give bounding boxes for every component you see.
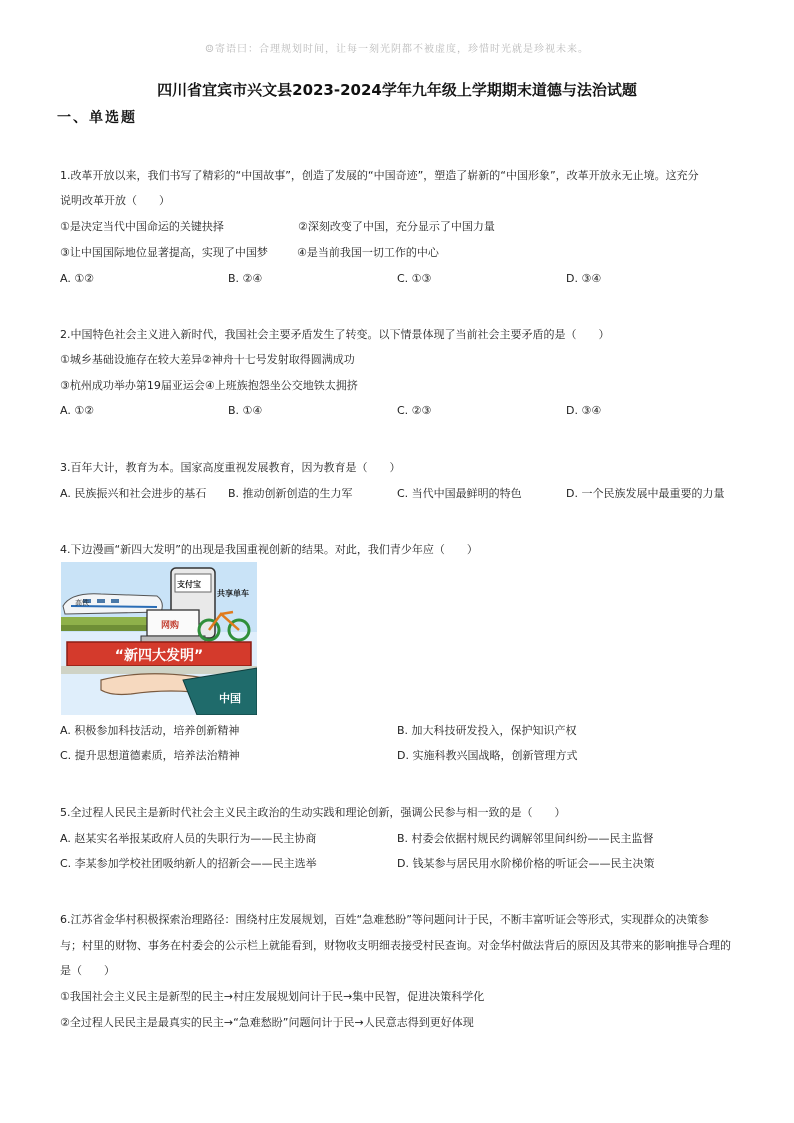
option-c[interactable]: C. ②③ [397,404,432,417]
section-heading: 一、单选题 [57,110,137,126]
option-a[interactable]: A. 积极参加科技活动，培养创新精神 [60,724,240,737]
statement: ③杭州成功举办第19届亚运会④上班族抱怨坐公交地铁太拥挤 [60,379,358,392]
option-a[interactable]: A. ①② [60,404,95,417]
question-stem-line: 3.百年大计，教育为本。国家高度重视发展教育，因为教育是（ ） [60,461,401,474]
statement: ②全过程人民民主是最真实的民主→“急难愁盼”问题问计于民→人民意志得到更好体现 [60,1016,474,1029]
option-d[interactable]: D. 一个民族发展中最重要的力量 [566,487,725,500]
option-d[interactable]: D. ③④ [566,404,602,417]
option-d[interactable]: D. 钱某参与居民用水阶梯价格的听证会——民主决策 [397,857,655,870]
comic-illustration [61,562,257,715]
label-banner: “新四大发明” [114,648,204,664]
option-b[interactable]: B. 村委会依据村规民约调解邻里间纠纷——民主监督 [397,832,654,845]
option-a[interactable]: A. 赵某实名举报某政府人员的失职行为——民主协商 [60,832,317,845]
option-c[interactable]: C. 提升思想道德素质，培养法治精神 [60,749,240,762]
label-bike: 共享单车 [217,589,249,598]
option-b[interactable]: B. ②④ [228,272,263,285]
question-stem-line: 6.江苏省金华村积极探索治理路径：围绕村庄发展规划，百姓“急难愁盼”等问题问计于民，不断丰富听证会等形式，实现群众的决策参 [60,913,709,926]
option-c[interactable]: C. 当代中国最鲜明的特色 [397,487,522,500]
statement: ④是当前我国一切工作的中心 [297,246,439,259]
label-sleeve: 中国 [219,692,241,705]
page-title: 四川省宜宾市兴文县2023-2024学年九年级上学期期末道德与法治试题 [157,81,637,99]
option-b[interactable]: B. 推动创新创造的生力军 [228,487,353,500]
question-stem-line: 说明改革开放（ ） [60,194,170,207]
comic-new-four-inventions [61,562,257,715]
label-shop: 网购 [161,621,180,631]
option-b[interactable]: B. 加大科技研发投入，保护知识产权 [397,724,577,737]
statement: ①是决定当代中国命运的关键抉择 [60,220,224,233]
label-rail: 高铁 [75,599,89,607]
question-stem-line: 4.下边漫画“新四大发明”的出现是我国重视创新的结果。对此，我们青少年应（ ） [60,543,478,556]
question-stem-line: 与；村里的财物、事务在村委会的公示栏上就能看到，财物收支明细表接受村民查询。对金华村做法背后的原因及其带来的影响推导合理的 [60,939,731,952]
header-slogan: ☺寄语曰：合理规划时间，让每一刻光阴都不被虚度，珍惜时光就是珍视未来。 [205,44,589,55]
question-stem-line: 是（ ） [60,964,115,977]
statement: ①我国社会主义民主是新型的民主→村庄发展规划问计于民→集中民智，促进决策科学化 [60,990,485,1003]
option-a[interactable]: A. 民族振兴和社会进步的基石 [60,487,207,500]
option-d[interactable]: D. ③④ [566,272,602,285]
option-d[interactable]: D. 实施科教兴国战略，创新管理方式 [397,749,578,762]
question-stem-line: 1.改革开放以来，我们书写了精彩的“中国故事”，创造了发展的“中国奇迹”，塑造了崭新的“中国形象”，改革开放永无止境。这充分 [60,169,699,182]
statement: ①城乡基础设施存在较大差异②神舟十七号发射取得圆满成功 [60,353,355,366]
statement: ②深刻改变了中国，充分显示了中国力量 [298,220,495,233]
option-c[interactable]: C. ①③ [397,272,432,285]
statement: ③让中国国际地位显著提高，实现了中国梦 [60,246,268,259]
question-stem-line: 5.全过程人民民主是新时代社会主义民主政治的生动实践和理论创新，强调公民参与相一致的是（ ） [60,806,566,819]
question-stem-line: 2.中国特色社会主义进入新时代，我国社会主要矛盾发生了转变。以下情景体现了当前社会主要矛盾的是（ ） [60,328,610,341]
option-b[interactable]: B. ①④ [228,404,263,417]
option-c[interactable]: C. 李某参加学校社团吸纳新人的招新会——民主选举 [60,857,317,870]
option-a[interactable]: A. ①② [60,272,95,285]
label-alipay: 支付宝 [177,580,201,589]
